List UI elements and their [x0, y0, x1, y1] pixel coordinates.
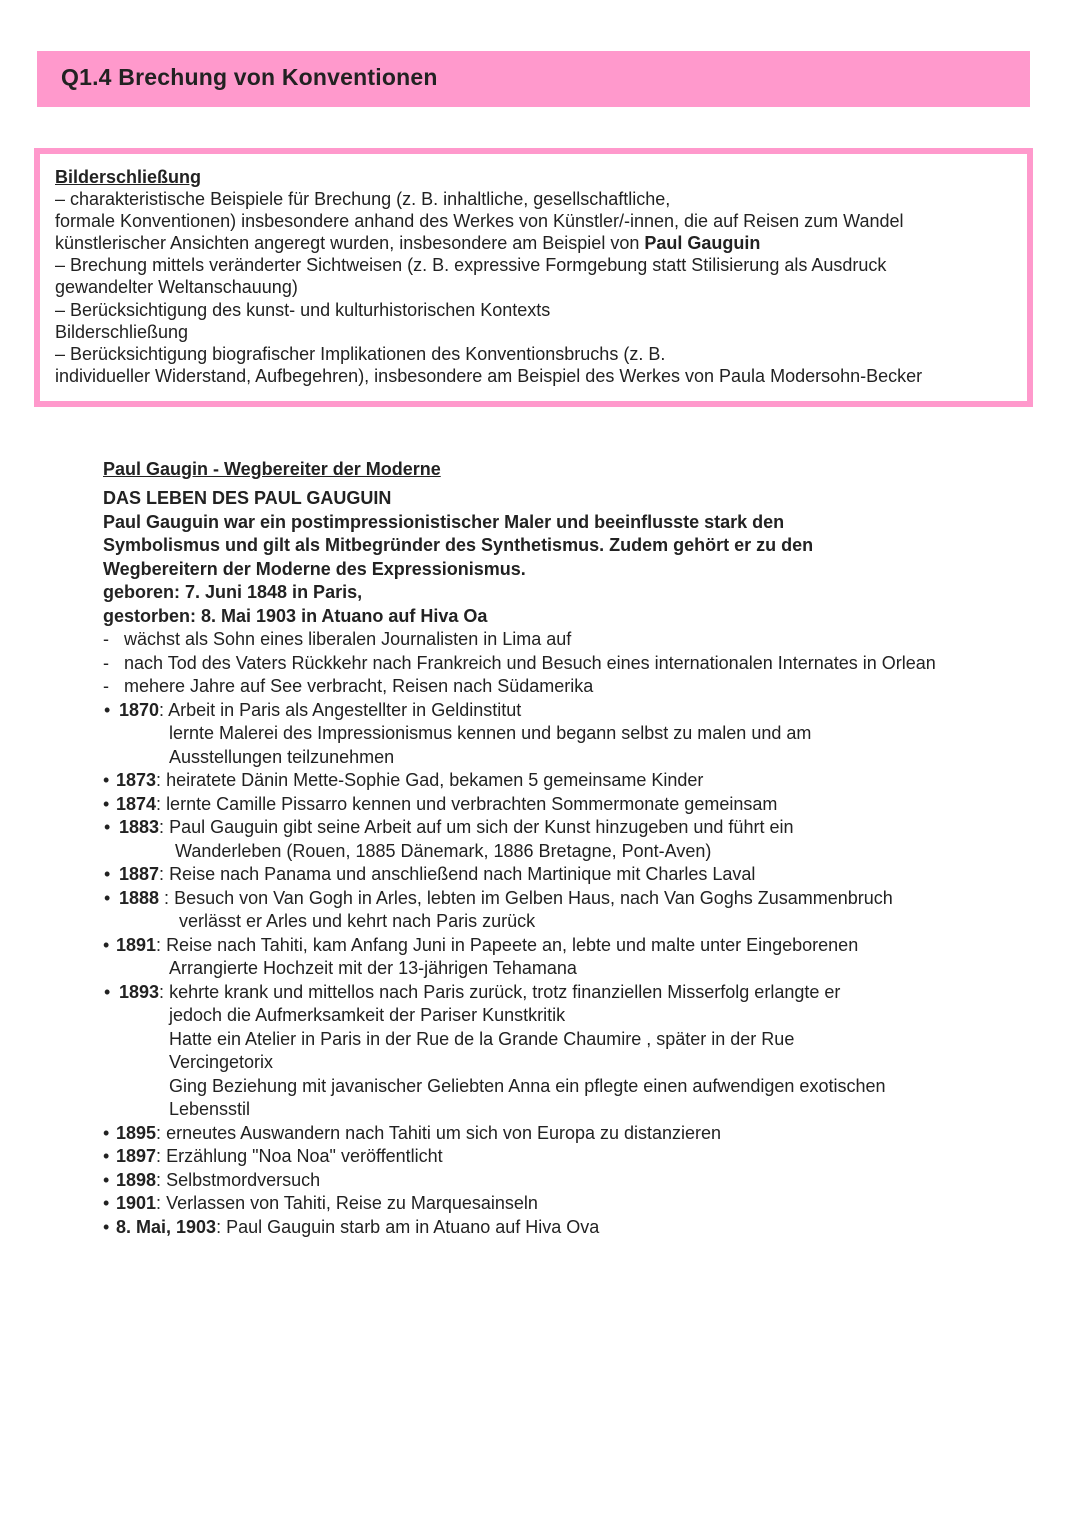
timeline-continuation: verlässt er Arles und kehrt nach Paris zurück	[179, 911, 536, 931]
bullet-icon: •	[104, 981, 111, 1002]
info-box-line: Bilderschließung	[55, 321, 189, 342]
list-item: - nach Tod des Vaters Rückkehr nach Frankreich und Besuch eines internationalen Internates in Orlean	[103, 652, 1023, 676]
timeline-first-line	[119, 982, 840, 1002]
timeline-text: Reise nach Panama und anschließend nach Martinique mit Charles Laval	[169, 864, 756, 884]
timeline-separator: :	[159, 887, 175, 908]
timeline-separator: :	[156, 1146, 167, 1166]
timeline-year: 1893	[119, 981, 160, 1002]
info-box-line: – Berücksichtigung biografischer Implikationen des Konventionsbruchs (z. B.	[55, 343, 666, 364]
timeline-year: 1891	[116, 934, 157, 955]
bullet-icon: •	[104, 864, 111, 884]
header-bar	[37, 51, 1030, 107]
timeline-separator: :	[156, 793, 167, 814]
timeline-year: 8. Mai, 1903	[116, 1216, 217, 1237]
timeline-text: Erzählung "Noa Noa" veröffentlicht	[166, 1146, 443, 1166]
timeline-continuation: Hatte ein Atelier in Paris in der Rue de la Grande Chaumire , später in der Rue	[169, 1028, 795, 1049]
birth-date: geboren: 7. Juni 1848 in Paris,	[103, 582, 363, 602]
timeline-first-line	[119, 817, 793, 837]
timeline-item	[103, 793, 1023, 817]
bullet-icon: •	[103, 934, 110, 955]
timeline-first-line	[116, 1217, 599, 1237]
timeline-item	[103, 887, 1023, 934]
info-box-line	[55, 232, 1027, 254]
list-item: - wächst als Sohn eines liberalen Journalisten in Lima auf	[103, 628, 1023, 652]
timeline-year: 1883	[119, 817, 160, 837]
section-title: Paul Gaugin - Wegbereiter der Moderne	[103, 459, 441, 479]
bullet-icon: •	[103, 1216, 110, 1237]
timeline-text: Verlassen von Tahiti, Reise zu Marquesainseln	[166, 1193, 538, 1213]
intro-line: Wegbereitern der Moderne des Expressionismus.	[103, 558, 526, 579]
bullet-icon: •	[103, 1146, 110, 1166]
timeline-separator: :	[159, 864, 170, 884]
timeline-text: erneutes Auswandern nach Tahiti um sich von Europa zu distanzieren	[166, 1122, 722, 1143]
timeline-first-line	[119, 888, 893, 908]
timeline-first-line	[116, 1123, 721, 1143]
timeline-continuation: Vercingetorix	[169, 1052, 274, 1072]
list-item: - mehere Jahre auf See verbracht, Reisen nach Südamerika	[103, 675, 1023, 699]
info-box-highlight: Paul Gauguin	[644, 233, 761, 254]
timeline-separator: :	[156, 1122, 167, 1143]
timeline-year: 1901	[116, 1193, 157, 1213]
timeline-text: Paul Gauguin gibt seine Arbeit auf um sich der Kunst hinzugeben und führt ein	[169, 817, 794, 837]
death-date: gestorben: 8. Mai 1903 in Atuano auf Hiva Oa	[103, 605, 488, 626]
intro-line: Symbolismus und gilt als Mitbegründer des Synthetismus. Zudem gehört er zu den	[103, 535, 814, 555]
timeline-first-line	[116, 794, 777, 814]
bullet-icon: •	[103, 1122, 110, 1143]
timeline-item	[103, 981, 1023, 1122]
timeline-first-line	[116, 1146, 443, 1166]
info-box-line: – Brechung mittels veränderter Sichtweisen (z. B. expressive Formgebung statt Stilisierung als Ausdruck	[55, 255, 887, 276]
info-box-line: – charakteristische Beispiele für Brechung (z. B. inhaltliche, gesellschaftliche,	[55, 189, 671, 210]
timeline-first-line	[116, 1193, 538, 1213]
timeline-separator: :	[159, 699, 169, 720]
bullet-icon: •	[104, 887, 111, 908]
timeline-continuation: Arrangierte Hochzeit mit der 13-jährigen Tehamana	[169, 958, 577, 978]
timeline-text: heiratete Dänin Mette-Sophie Gad, bekamen 5 gemeinsame Kinder	[166, 770, 704, 790]
timeline-continuation: lernte Malerei des Impressionismus kennen und begann selbst zu malen und am	[169, 723, 812, 743]
timeline-text: Reise nach Tahiti, kam Anfang Juni in Papeete an, lebte und malte unter Eingeborenen	[166, 934, 859, 955]
timeline-separator: :	[159, 817, 170, 837]
timeline-year: 1895	[116, 1122, 157, 1143]
info-box	[34, 148, 1033, 407]
timeline-continuation: jedoch die Aufmerksamkeit der Pariser Kunstkritik	[169, 1005, 566, 1025]
timeline-list	[103, 699, 1023, 1240]
timeline-text: Selbstmordversuch	[166, 1169, 321, 1190]
timeline-item	[103, 934, 1023, 981]
dash-list	[103, 628, 1023, 699]
timeline-item	[103, 1169, 1023, 1193]
timeline-separator: :	[216, 1216, 227, 1237]
bullet-icon: •	[103, 1169, 110, 1190]
timeline-year: 1888	[119, 887, 160, 908]
timeline-first-line	[116, 770, 703, 790]
timeline-item	[103, 1216, 1023, 1240]
timeline-year: 1873	[116, 770, 157, 790]
bullet-icon: •	[103, 1193, 110, 1213]
timeline-separator: :	[156, 1169, 167, 1190]
timeline-separator: :	[156, 934, 167, 955]
info-box-line: individueller Widerstand, Aufbegehren), insbesondere am Beispiel des Werkes von Paula Modersohn-Becker	[55, 365, 923, 386]
info-box-line: gewandelter Weltanschauung)	[55, 277, 298, 298]
timeline-continuation: Ausstellungen teilzunehmen	[169, 746, 395, 767]
timeline-separator: :	[159, 981, 170, 1002]
bullet-icon: •	[104, 699, 111, 720]
timeline-text: Besuch von Van Gogh in Arles, lebten im Gelben Haus, nach Van Goghs Zusammenbruch	[174, 887, 893, 908]
timeline-continuation: Wanderleben (Rouen, 1885 Dänemark, 1886 Bretagne, Pont-Aven)	[175, 840, 712, 861]
info-box-line-text: künstlerischer Ansichten angeregt wurden, insbesondere am Beispiel von	[55, 233, 645, 254]
timeline-year: 1898	[116, 1169, 157, 1190]
timeline-item	[103, 816, 1023, 863]
timeline-continuation: Ging Beziehung mit javanischer Geliebten Anna ein pflegte einen aufwendigen exotischen	[169, 1075, 886, 1096]
timeline-first-line	[116, 935, 858, 955]
timeline-text: Arbeit in Paris als Angestellter in Geldinstitut	[168, 699, 522, 720]
info-box-line: formale Konventionen) insbesondere anhand des Werkes von Künstler/-innen, die auf Reisen zum Wandel	[55, 211, 904, 232]
info-box-line: – Berücksichtigung des kunst- und kulturhistorischen Kontexts	[55, 299, 551, 320]
timeline-item	[103, 1192, 1023, 1216]
main-content	[103, 458, 1023, 1239]
timeline-separator: :	[156, 1193, 167, 1213]
life-heading: DAS LEBEN DES PAUL GAUGUIN	[103, 488, 392, 508]
timeline-first-line	[119, 864, 755, 884]
timeline-item	[103, 1145, 1023, 1169]
timeline-year: 1887	[119, 864, 160, 884]
bullet-icon: •	[103, 770, 110, 790]
timeline-item	[103, 699, 1023, 770]
timeline-year: 1897	[116, 1146, 157, 1166]
info-box-heading: Bilderschließung	[55, 167, 202, 187]
timeline-year: 1870	[119, 699, 160, 720]
intro-line: Paul Gauguin war ein postimpressionistischer Maler und beeinflusste stark den	[103, 511, 785, 532]
timeline-item	[103, 769, 1023, 793]
timeline-separator: :	[156, 770, 167, 790]
timeline-first-line	[116, 1170, 320, 1190]
bullet-icon: •	[103, 793, 110, 814]
bullet-icon: •	[104, 817, 111, 837]
timeline-first-line	[119, 700, 521, 720]
timeline-text: Paul Gauguin starb am in Atuano auf Hiva Ova	[226, 1216, 600, 1237]
timeline-year: 1874	[116, 793, 157, 814]
timeline-item	[103, 863, 1023, 887]
page-title: Q1.4 Brechung von Konventionen	[61, 64, 438, 90]
timeline-continuation: Lebensstil	[169, 1099, 251, 1119]
timeline-item	[103, 1122, 1023, 1146]
timeline-text: lernte Camille Pissarro kennen und verbrachten Sommermonate gemeinsam	[166, 793, 778, 814]
timeline-text: kehrte krank und mittellos nach Paris zurück, trotz finanziellen Misserfolg erlangte er	[169, 981, 841, 1002]
intro-paragraph	[103, 511, 1023, 582]
